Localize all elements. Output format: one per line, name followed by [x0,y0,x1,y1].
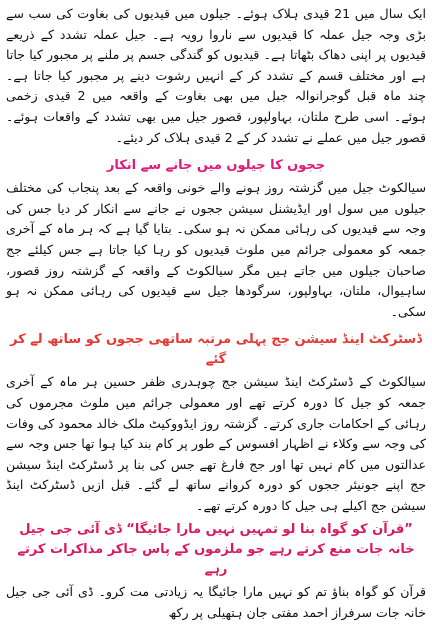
judges-refuse-paragraph: سیالکوٹ جیل میں گزشتہ روز ہونے والے خونی واقعہ کے بعد پنجاب کی مختلف جیلوں میں سول اور ایڈیشنل سیشن ججوں نے جانے سے انکار کر دیا جس کی وجہ سے قیدیوں کی رہائی ممکن نہ ہو سکی۔ بتایا گیا ہے کہ ہر ماہ کے آخری جمعہ کو معمولی جرائم میں ملوث قیدیوں کو رہا کیا جاتا ہے جس کیلئے جج صاحبان جیلوں میں جاتے ہیں مگر سیالکوٹ کے واقعہ کے گزشتہ روز قصور، ساہیوال، ملتان، بہاولپور، سرگودھا جیل سے قیدیوں کی رہائی ممکن نہ ہو سکی۔ [6,180,426,319]
heading-district-judge: ڈسٹرکٹ اینڈ سیشن جج پہلی مرتبہ ساتھی ججوں کو ساتھ لے کر گئے [10,332,422,368]
heading-judges-refuse: ججوں کا جیلوں میں جانے سے انکار [106,158,326,174]
quran-witness-paragraph: قرآن کو گواہ بناؤ تم کو نہیں مارا جائیگا یہ زیادتی مت کرو۔ ڈی آئی جی جیل خانہ جات سرفراز احمد مفتی جان ہتھیلی پر رکھ [6,584,426,621]
district-judge-paragraph: سیالکوٹ کے ڈسٹرکٹ اینڈ سیشن جج چوہدری ظفر حسین ہر ماہ کے آخری جمعہ کو جیل کا دورہ کرتے تھے اور معمولی جرائم میں ملوث مجرموں کی رہائی کے احکامات جاری کرتے۔ گزشتہ روز ایڈووکیٹ ملک خالد محمود کی وفات کی وجہ سے وکلاء نے اظہار افسوس کے طور پر کام بند کیا ہوا تھا جس وجہ سے عدالتوں میں کام نہیں تھا اور جج فارغ تھے جس کی بنا پر ڈسٹرکٹ اینڈ سیشن جج اپنے جونیئر ججوں کو دورہ کروانے ساتھ لے گئے۔ قبل ازیں ڈسٹرکٹ اینڈ سیشن جج اکیلے ہی جیل کا دورہ کرتے تھے۔ [6,374,426,513]
heading-quran-witness: ”قرآن کو گواہ بنا لو تمہیں نہیں مارا جائیگا“ ڈی آئی جی جیل خانہ جات منع کرتے رہے جو ملزموں کے پاس جاکر مذاکرات کرتے رہے [17,522,415,578]
intro-paragraph: ایک سال میں 21 قیدی ہلاک ہوئے۔ جیلوں میں قیدیوں کی بغاوت کی سب سے بڑی وجہ جیل عملہ کا قیدیوں سے ناروا رویہ ہے۔ جیل عملہ تشدد کے ذریعے قیدیوں پر اپنی دھاک بٹھاتا ہے۔ قیدیوں کو گندگی جسم پر ملنے پر مجبور کیا جاتا ہے اور مختلف قسم کے تشدد کر کے انہیں رشوت دینے پر مجبور کیا جاتا ہے۔ چند ماہ قبل گوجرانوالہ جیل میں بھی بغاوت کے واقعہ میں 2 قیدی زخمی ہوئے۔ اسی طرح ملتان، بہاولپور، قصور جیل میں بھی تشدد کے واقعات ہوئے۔ قصور جیل میں عملے نے تشدد کر کے 2 قیدی ہلاک کر دیئے۔ [6,6,426,145]
